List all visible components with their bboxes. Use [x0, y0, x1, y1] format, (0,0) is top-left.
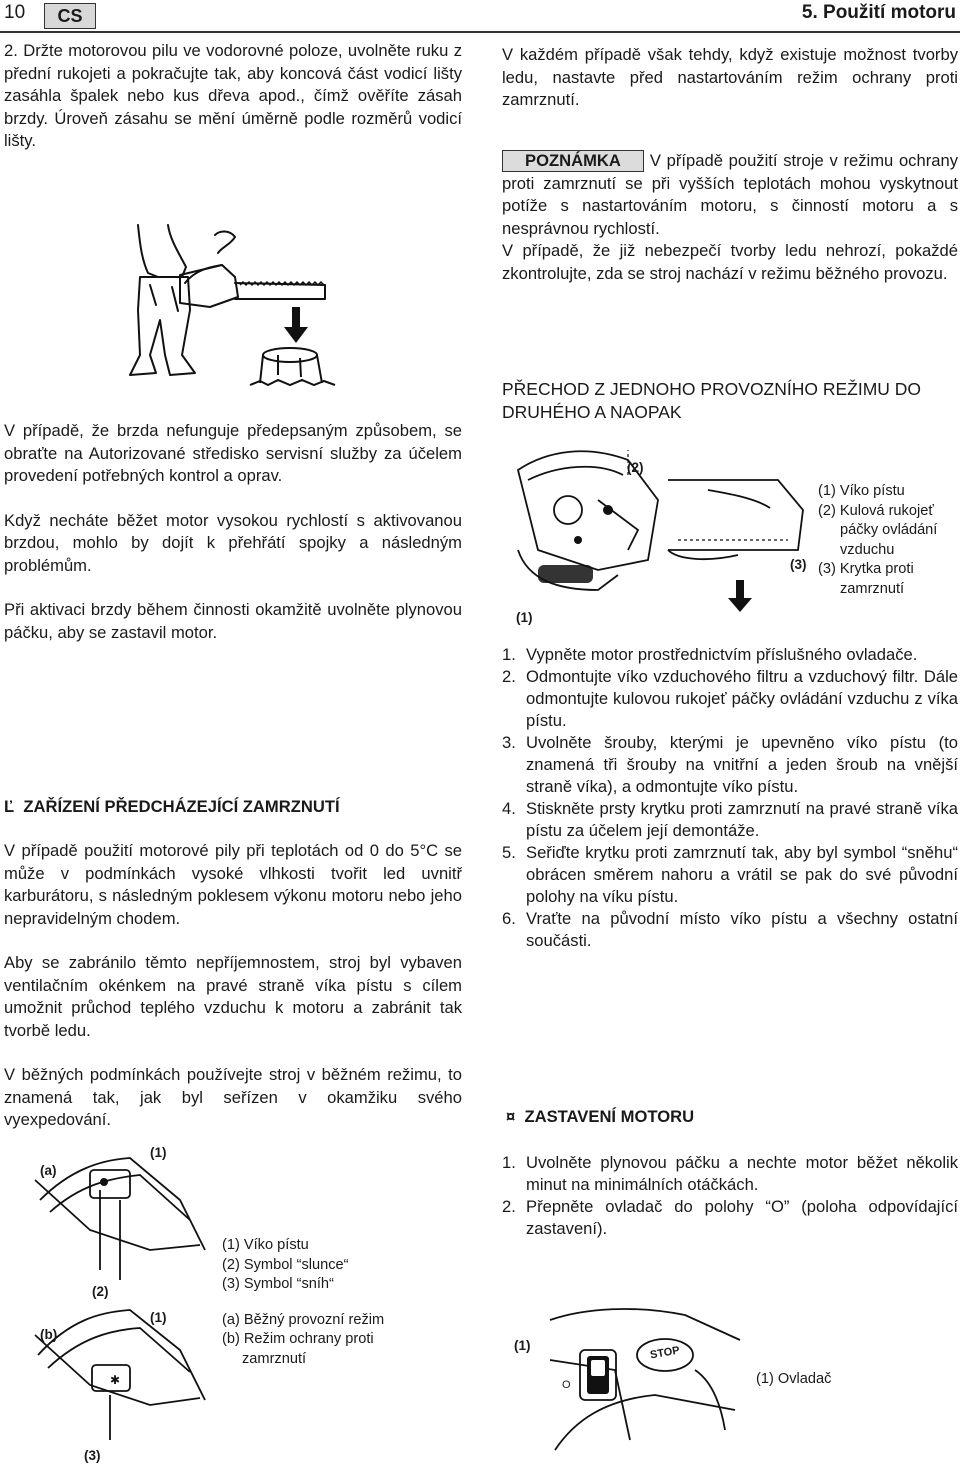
- fig2-callout-2: (2): [627, 460, 644, 475]
- fig2-callout-1: (1): [516, 610, 533, 625]
- paragraph-ventilation: Aby se zabránilo těmto nepříjemnostem, stroj byl vybaven ventilačním okénkem na pravé straně víka pístu s cílem umožnit průchod teplého vzduchu k motoru a zabránit tak tvorbě ledu.: [4, 953, 462, 1040]
- list-item: 6. Vraťte na původní místo víko pístu a všechny ostatní součásti.: [502, 909, 958, 950]
- list-item: 4. Stiskněte prsty krytku proti zamrznutí na pravé straně víka pístu za účelem její demontáže.: [502, 799, 958, 840]
- legend-snow-symbol: (3) Symbol “sníh“: [222, 1276, 334, 1292]
- left-column: [4, 40, 462, 153]
- fig2-legend-knob: (2) Kulová rukojeť: [818, 502, 934, 519]
- step-2-text: 2. Držte motorovou pilu ve vodorovné poloze, uvolněte ruku z přední rukojeti a pokračujte tak, aby koncová část vodicí lišty zasáhla špalek nebo kus dřeva apod., čímž ověříte zásah brzdy. Úroveň zásahu se mění úměrně podle rozměrů vodicí lišty.: [4, 41, 462, 150]
- stop-switch-figure: [545, 1300, 745, 1460]
- note-text-2: V případě, že již nebezpečí tvorby ledu nehrozí, pokaždé zkontrolujte, zda se stroj nachází v režimu běžného provozu.: [502, 241, 958, 283]
- callout-1-bottom: (1): [150, 1310, 167, 1325]
- paragraph-icing-cause: V případě použití motorové pily při teplotách od 0 do 5°C se může v podmínkách vysoké vlhkosti tvořit led uvnitř karburátoru, s následným poklesem výkonu motoru nebo jeho nepravidelným chodem.: [4, 841, 462, 928]
- fig2-legend-knob-cont-2: vzduchu: [840, 541, 895, 558]
- list-item: 5. Seřiďte krytku proti zamrznutí tak, aby byl symbol “sněhu“ obrácen směrem nahoru a vrátil se pak do své původní polohy na víku pístu.: [502, 843, 958, 906]
- note-text-1: V případě použití stroje v režimu ochrany proti zamrznutí se při vyšších teplotách mohou vyskytnout potíže s nastartováním motoru, s činností motoru a s nesprávnou rychlostí.: [502, 151, 958, 238]
- fig2-legend-cap: (3) Krytka proti: [818, 561, 914, 577]
- switch-o-mark: O: [562, 1379, 571, 1391]
- callout-2: (2): [92, 1284, 109, 1299]
- list-item: 1. Vypněte motor prostřednictvím příslušného ovladače.: [502, 645, 918, 664]
- list-item: 2. Odmontujte víko vzduchového filtru a vzduchový filtr. Dále odmontujte kulovou rukojeť páčky ovládání vzduchu z víka pístu.: [502, 667, 958, 730]
- list-item: 2. Přepněte ovladač do polohy “O” (poloha odpovídající zastavení).: [502, 1197, 958, 1238]
- fig2-legend: [818, 482, 937, 599]
- callout-a: (a): [40, 1163, 57, 1178]
- figure-legend-parts: [222, 1236, 384, 1369]
- stop-mark: ¤: [506, 1107, 516, 1126]
- paragraph-normal-mode: V běžných podmínkách používejte stroj v běžném režimu, to znamená tak, jak byl seřízen v okamžiku svého vyexpedování.: [4, 1065, 462, 1129]
- list-item: 3. Uvolněte šrouby, kterými je upevněno víko pístu (to znamená tři šrouby na vnitřní a jeden šroub na vnější straně víka), a odmontujte víko pístu.: [502, 733, 958, 796]
- mode-transition-title: PŘECHOD Z JEDNOHO PROVOZNÍHO REŽIMU DO DRUHÉHO A NAOPAK: [502, 379, 922, 422]
- legend-sun-symbol: (2) Symbol “slunce“: [222, 1256, 349, 1273]
- paragraph-brake-overheat: Když necháte běžet motor vysokou rychlostí s aktivovanou brzdou, mohlo by dojít k přehřátí spojky a následným problémům.: [4, 510, 462, 575]
- antifreeze-cap-figure: [508, 440, 808, 630]
- section-mark: Ľ: [4, 797, 15, 816]
- language-badge: CS: [44, 3, 96, 29]
- svg-text:✱: ✱: [110, 1373, 121, 1387]
- note-block: [502, 150, 958, 285]
- right-column: [502, 44, 958, 112]
- stop-label: STOP: [649, 1344, 681, 1362]
- chainsaw-brake-test-illustration: [110, 215, 355, 395]
- callout-b: (b): [40, 1327, 58, 1342]
- fig2-legend-knob-cont-1: páčky ovládání: [840, 522, 938, 538]
- section-title: 5. Použití motoru: [801, 2, 956, 23]
- fig3-callout-1: (1): [514, 1338, 531, 1353]
- stop-steps-list: [502, 1152, 958, 1240]
- anti-icing-heading: [4, 796, 340, 819]
- transition-steps-list: [502, 644, 958, 952]
- legend-antifreeze-mode-cont: zamrznutí: [242, 1350, 307, 1367]
- callout-1-top: (1): [150, 1145, 167, 1160]
- note-label: POZNÁMKA: [502, 150, 644, 172]
- list-item: 1. Uvolněte plynovou páčku a nechte motor běžet několik minut na minimálních otáčkách.: [502, 1153, 958, 1194]
- legend-antifreeze-mode: (b) Režim ochrany proti: [222, 1331, 374, 1347]
- page-number: 10: [4, 2, 26, 23]
- fig2-legend-cap-cont: zamrznutí: [840, 580, 905, 597]
- header-rule: [0, 31, 960, 33]
- stop-engine-heading: [506, 1106, 694, 1129]
- paragraph-brake-service: V případě, že brzda nefunguje předepsaným způsobem, se obraťte na Autorizované středisko servisní služby za účelem provedení potřebných kontrol a oprav.: [4, 421, 462, 485]
- fig2-legend-piston-cover: (1) Víko pístu: [818, 483, 905, 499]
- legend-piston-cover: (1) Víko pístu: [222, 1237, 309, 1253]
- fig2-callout-3: (3): [790, 557, 807, 572]
- piston-cover-modes-figure: [30, 1140, 210, 1460]
- fig3-legend: (1) Ovladač: [756, 1371, 832, 1387]
- callout-3: (3): [84, 1448, 101, 1463]
- stop-engine-title: ZASTAVENÍ MOTORU: [524, 1107, 695, 1126]
- paragraph-ice-risk: V každém případě však tehdy, když existuje možnost tvorby ledu, nastavte před nastartováním režim ochrany proti zamrznutí.: [502, 45, 958, 109]
- left-column-lower: [4, 420, 462, 644]
- paragraph-brake-release: Při aktivaci brzdy během činnosti okamžitě uvolněte plynovou páčku, aby se zastavil motor.: [4, 600, 462, 642]
- anti-icing-text: [4, 840, 462, 1132]
- legend-normal-mode: (a) Běžný provozní režim: [222, 1311, 385, 1328]
- anti-icing-title: ZAŘÍZENÍ PŘEDCHÁZEJÍCÍ ZAMRZNUTÍ: [23, 797, 340, 816]
